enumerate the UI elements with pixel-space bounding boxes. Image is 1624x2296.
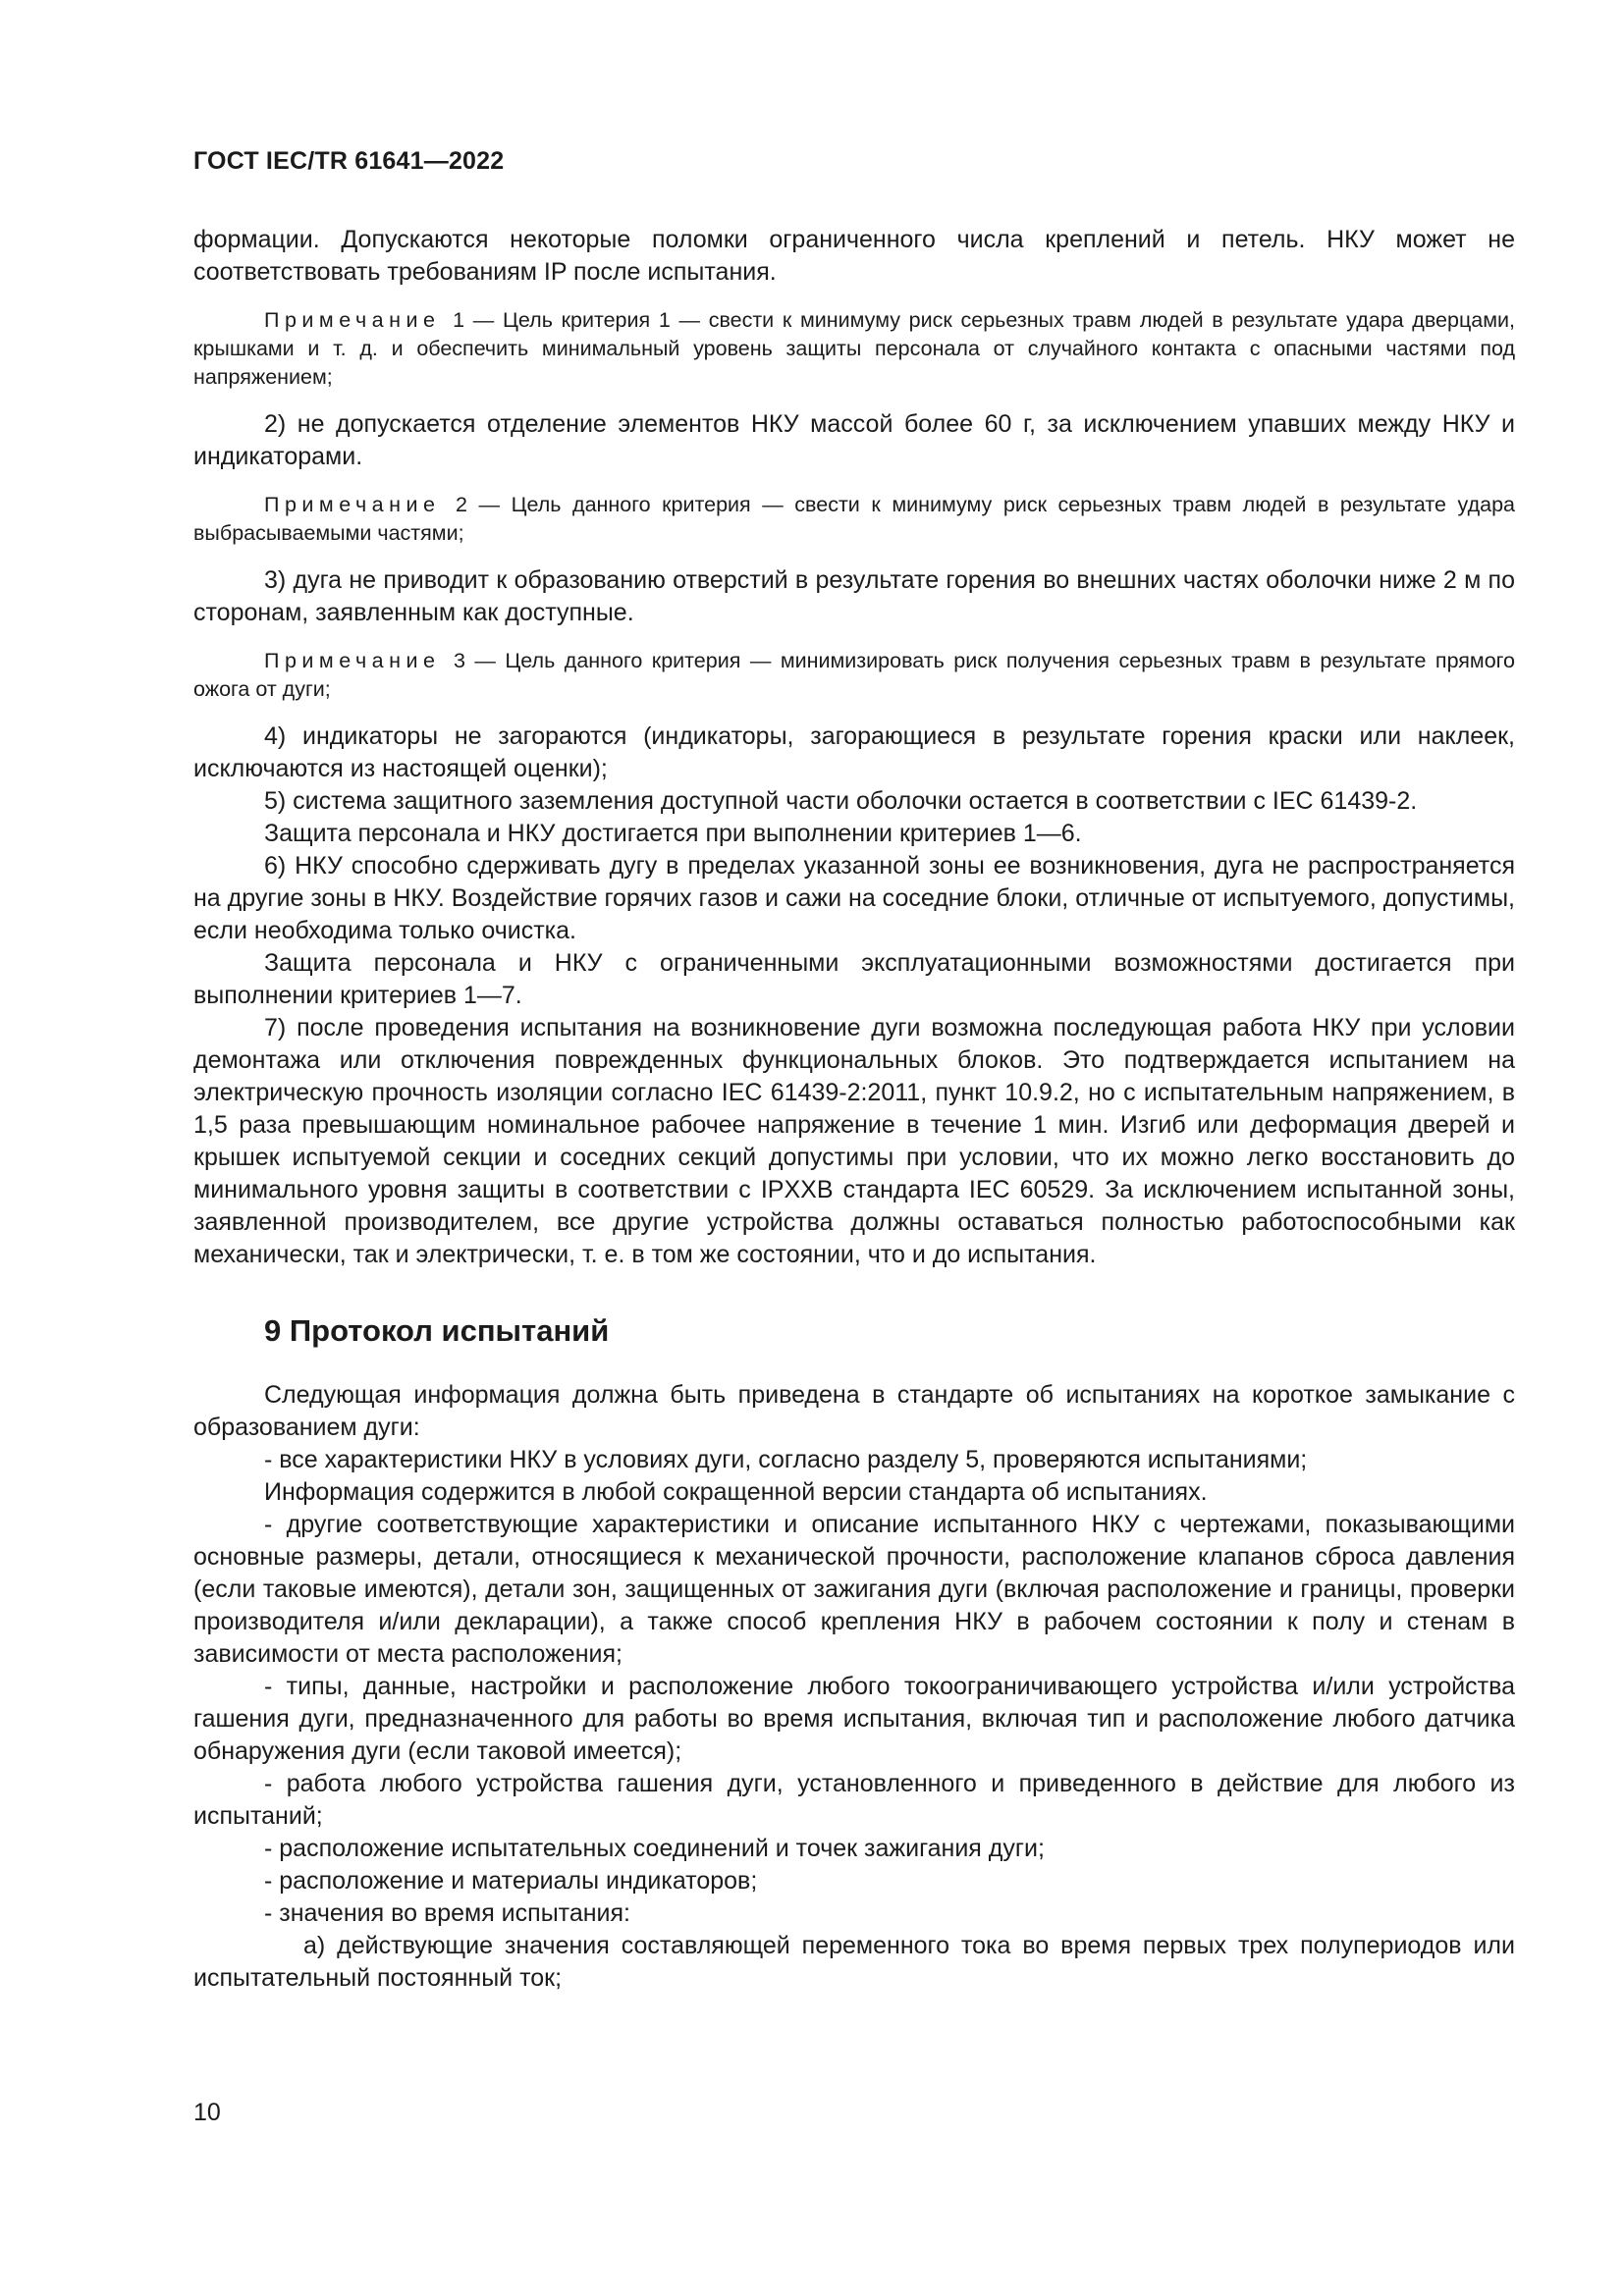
note-label: Примечание <box>264 493 441 516</box>
list-item: - все характеристики НКУ в условиях дуги, согласно разделу 5, проверяются испытаниями; <box>264 1446 1308 1473</box>
list-item: - типы, данные, настройки и расположение любого токоограничивающего устройства и/или устройства гашения дуги, предназначенного для работы во время испытания, включая тип и расположение любого датчика обнаружения дуги (если таковой имеется); <box>193 1673 1515 1765</box>
document-header: ГОСТ IEC/TR 61641—2022 <box>193 147 505 175</box>
note-1 <box>193 306 1515 392</box>
list-item: - другие соответствующие характеристики и описание испытанного НКУ с чертежами, показывающими основные размеры, детали, относящиеся к механической прочности, расположение клапанов сброса давления (если таковые имеются), детали зон, защищенных от зажигания дуги (включая расположение и границы, проверки производителя и/или декларации), а также способ крепления НКУ в рабочем состоянии к полу и стенам в зависимости от места расположения; <box>193 1511 1515 1668</box>
criterion-4: 4) индикаторы не загораются (индикаторы, загорающиеся в результате горения краски или наклеек, исключаются из настоящей оценки); <box>193 722 1515 782</box>
note-label: Примечание <box>264 649 441 672</box>
section-heading: 9 Протокол испытаний <box>264 1313 610 1348</box>
note-3 <box>193 647 1515 704</box>
note-text: 2 — Цель данного критерия — свести к минимуму риск серьезных травм людей в результате удара выбрасываемыми частями; <box>193 493 1515 545</box>
sub-list-item: а) действующие значения составляющей переменного тока во время первых трех полупериодов или испытательный постоянный ток; <box>193 1932 1515 1992</box>
criterion-3: 3) дуга не приводит к образованию отверстий в результате горения во внешних частях оболочки ниже 2 м по сторонам, заявленным как доступные. <box>193 566 1515 626</box>
paragraph-continuation: формации. Допускаются некоторые поломки ограниченного числа креплений и петель. НКУ может не соответствовать требованиям IP после испытания. <box>193 226 1515 286</box>
criterion-7: 7) после проведения испытания на возникновение дуги возможна последующая работа НКУ при условии демонтажа или отключения поврежденных функциональных блоков. Это подтверждается испытанием на электрическую прочность изоляции согласно IEC 61439-2:2011, пункт 10.9.2, но с испытательным напряжением, в 1,5 раза превышающим номинальное рабочее напряжение в течение 1 мин. Изгиб или деформация дверей и крышек испытуемой секции и соседних секций допустимы при условии, что их можно легко восстановить до минимального уровня защиты в соответствии с IPXXB стандарта IEC 60529. За исключением испытанной зоны, заявленной производителем, все другие устройства должны оставаться полностью работоспособными как механически, так и электрически, т. е. в том же состоянии, что и до испытания. <box>193 1014 1515 1268</box>
note-label: Примечание <box>264 308 441 332</box>
note-text: 3 — Цель данного критерия — минимизировать риск получения серьезных травм в результате прямого ожога от дуги; <box>193 649 1515 701</box>
list-item: - расположение и материалы индикаторов; <box>264 1867 758 1895</box>
list-item: - значения во время испытания: <box>264 1899 630 1927</box>
protection-criteria-1-7: Защита персонала и НКУ с ограниченными эксплуатационными возможностями достигается при выполнении критериев 1—7. <box>193 949 1515 1009</box>
protection-criteria-1-6: Защита персонала и НКУ достигается при выполнении критериев 1—6. <box>264 820 1082 847</box>
section-intro: Следующая информация должна быть приведена в стандарте об испытаниях на короткое замыкание с образованием дуги: <box>193 1381 1515 1441</box>
info-paragraph: Информация содержится в любой сокращенной версии стандарта об испытаниях. <box>264 1478 1208 1506</box>
list-item: - работа любого устройства гашения дуги, установленного и приведенного в действие для любого из испытаний; <box>193 1770 1515 1830</box>
criterion-2: 2) не допускается отделение элементов НКУ массой более 60 г, за исключением упавших между НКУ и индикаторами. <box>193 410 1515 470</box>
criterion-5: 5) система защитного заземления доступной части оболочки остается в соответствии с IEC 61439-2. <box>264 787 1418 815</box>
note-2 <box>193 491 1515 548</box>
criterion-6: 6) НКУ способно сдерживать дугу в пределах указанной зоны ее возникновения, дуга не распространяется на другие зоны в НКУ. Воздействие горячих газов и сажи на соседние блоки, отличные от испытуемого, допустимы, если необходима только очистка. <box>193 852 1515 944</box>
page-body <box>193 224 1515 1995</box>
list-item: - расположение испытательных соединений и точек зажигания дуги; <box>264 1835 1045 1862</box>
page-number: 10 <box>193 2099 221 2126</box>
note-text: 1 — Цель критерия 1 — свести к минимуму риск серьезных травм людей в результате удара дверцами, крышками и т. д. и обеспечить минимальный уровень защиты персонала от случайного контакта с опасными частями под напряжением; <box>193 308 1515 389</box>
